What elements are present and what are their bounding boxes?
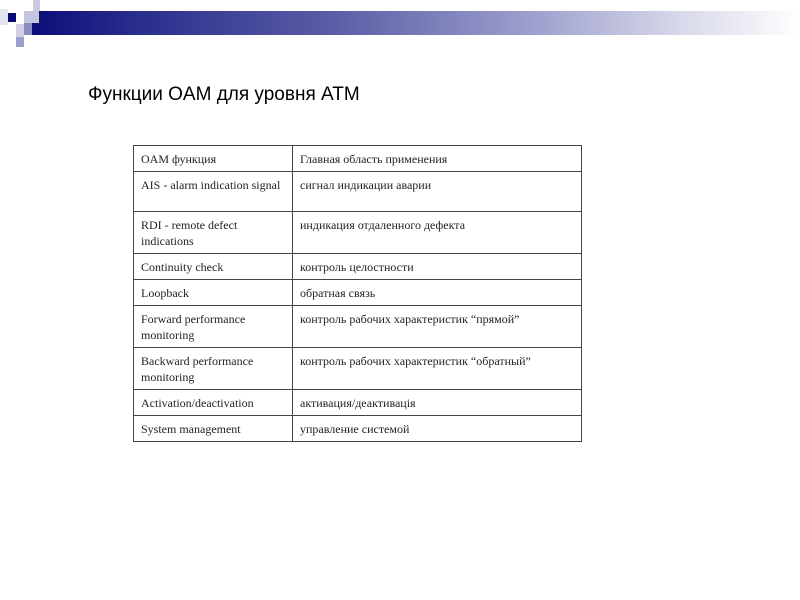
page-title: Функции OAM для уровня ATM	[88, 84, 360, 105]
application-cell: контроль рабочих характеристик “прямой”	[293, 306, 582, 348]
oam-functions-table	[133, 145, 582, 442]
table-header-row	[134, 146, 582, 172]
application-cell: индикация отдаленного дефекта	[293, 212, 582, 254]
table-row	[134, 280, 582, 306]
table-row	[134, 212, 582, 254]
decor-square-light	[24, 11, 39, 23]
table-row	[134, 416, 582, 442]
decor-square-light	[16, 24, 24, 37]
function-cell: RDI - remote defect indications	[134, 212, 293, 254]
table-row	[134, 390, 582, 416]
application-cell: активация/деактивація	[293, 390, 582, 416]
function-cell: AIS - alarm indication signal	[134, 172, 293, 212]
function-cell: Continuity check	[134, 254, 293, 280]
header-cell: OAM функция	[134, 146, 293, 172]
table-row	[134, 172, 582, 212]
application-cell: контроль целостности	[293, 254, 582, 280]
header-cell: Главная область применения	[293, 146, 582, 172]
function-cell: System management	[134, 416, 293, 442]
table-row	[134, 348, 582, 390]
function-cell: Loopback	[134, 280, 293, 306]
decor-square-light	[0, 9, 8, 25]
application-cell: управление системой	[293, 416, 582, 442]
table-row	[134, 306, 582, 348]
header-gradient-bar	[24, 11, 800, 35]
function-cell: Backward performance monitoring	[134, 348, 293, 390]
decor-square-navy	[8, 13, 16, 22]
decor-square-mid	[24, 23, 32, 35]
application-cell: обратная связь	[293, 280, 582, 306]
function-cell: Forward performance monitoring	[134, 306, 293, 348]
function-cell: Activation/deactivation	[134, 390, 293, 416]
application-cell: сигнал индикации аварии	[293, 172, 582, 212]
application-cell: контроль рабочих характеристик “обратный”	[293, 348, 582, 390]
table-row	[134, 254, 582, 280]
decor-square-mid	[16, 37, 24, 47]
